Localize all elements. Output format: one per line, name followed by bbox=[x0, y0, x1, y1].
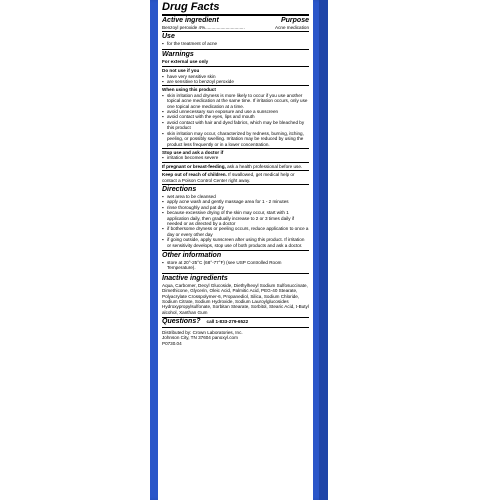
pregnancy-bold: If pregnant or breast-feeding, bbox=[162, 163, 226, 169]
drug-facts-title: Drug Facts bbox=[162, 0, 309, 15]
questions-section bbox=[162, 317, 309, 326]
when-using-item: ▪ avoid contact with the eyes, lips and mouth bbox=[162, 114, 309, 119]
distributor-address: Johnson City, TN 37604 panoxyl.com bbox=[162, 335, 238, 341]
warnings-heading: Warnings bbox=[162, 50, 194, 58]
active-ingredient-heading: Active ingredient bbox=[162, 17, 219, 24]
distributor-info bbox=[162, 327, 309, 349]
lot-code: P0730.04 bbox=[162, 340, 182, 346]
other-information-item: ▪ store at 20°-25°C (68°-77°F) (see USP Controlled Room Temperature). bbox=[162, 260, 309, 271]
do-not-use-heading: Do not use if you bbox=[162, 68, 200, 74]
keep-out-text: If swallowed, get medical help or contact a Poison Control Center right away. bbox=[162, 172, 295, 183]
active-ingredient-section bbox=[162, 15, 309, 31]
questions-phone: call 1-833-279-6522 bbox=[206, 319, 249, 325]
inactive-ingredients-heading: Inactive ingredients bbox=[162, 274, 228, 282]
stop-use-item: ▪ irritation becomes severe bbox=[162, 155, 309, 160]
do-not-use-section bbox=[162, 66, 309, 85]
directions-item: ▪ because excessive drying of the skin may occur, start with 1 application daily, then gradually increase to 2 or 3 times daily if needed or as directed by a doctor bbox=[162, 210, 309, 226]
leader-dots: ............................... bbox=[205, 25, 245, 30]
directions-item: ▪ rinse thoroughly and pat dry bbox=[162, 205, 309, 210]
pregnancy-warning bbox=[162, 162, 309, 170]
when-using-heading: When using this product bbox=[162, 87, 216, 93]
do-not-use-item: ▪ have very sensitive skin bbox=[162, 74, 309, 79]
questions-heading: Questions? bbox=[162, 318, 201, 326]
keep-out-warning bbox=[162, 170, 309, 184]
use-item: ▪ for the treatment of acne bbox=[162, 41, 309, 46]
stop-use-section bbox=[162, 148, 309, 162]
pregnancy-text: ask a health professional before use. bbox=[225, 163, 303, 169]
warnings-section bbox=[162, 49, 309, 66]
do-not-use-item: ▪ are sensitive to benzoyl peroxide bbox=[162, 79, 309, 84]
inactive-ingredients-section bbox=[162, 273, 309, 317]
inactive-ingredients-text: Aqua, Carbomer, Decyl Glucoside, Diethylhexyl Sodium Sulfosuccinate, Dimethicone, Glycerin, Oleic Acid, Palmitic Acid, PEG-40 Stearate, Polyacrylate Crosspolymer-6, Propanediol, Silica, Sodium Chloride, Sodium Citrate, Sodium Hydroxide, Sodium Lauroylglucosides Hydroxypropylsulfonate, Sorbitan Stearate, Sorbitol, Stearic Acid, t-Butyl alcohol, Xanthan Gum bbox=[162, 282, 309, 315]
directions-heading: Directions bbox=[162, 185, 197, 193]
directions-section bbox=[162, 184, 309, 250]
purpose-value: Acne medication bbox=[275, 25, 309, 30]
when-using-section bbox=[162, 85, 309, 147]
directions-item: ▪ if bothersome dryness or peeling occurs, reduce application to once a day or every other day bbox=[162, 226, 309, 237]
tube-edge bbox=[319, 0, 328, 500]
when-using-item: ▪ avoid unnecessary sun exposure and use a sunscreen bbox=[162, 109, 309, 114]
directions-item: ▪ apply acne wash and gently massage area for 1 - 2 minutes bbox=[162, 199, 309, 204]
keep-out-bold: Keep out of reach of children. bbox=[162, 172, 227, 178]
when-using-item: ▪ avoid contact with hair and dyed fabrics, which may be bleached by this product bbox=[162, 120, 309, 131]
other-information-heading: Other information bbox=[162, 252, 222, 259]
drug-facts-panel bbox=[158, 0, 313, 500]
when-using-item: ▪ skin irritation may occur, characterized by redness, burning, itching, peeling, or possibly swelling. Irritation may be reduced by using the product less frequently or in a lower concentration. bbox=[162, 131, 309, 147]
stop-use-heading: Stop use and ask a doctor if bbox=[162, 149, 224, 155]
use-section bbox=[162, 31, 309, 48]
directions-item: ▪ wet area to be cleansed bbox=[162, 194, 309, 199]
use-heading: Use bbox=[162, 33, 175, 41]
distributor-line: Distributed by: Crown Laboratories, Inc. bbox=[162, 329, 243, 335]
external-use-text: For external use only bbox=[162, 58, 209, 64]
when-using-item: ▪ skin irritation and dryness is more likely to occur if you use another topical acne medication at the same time. If irritation occurs, only use one topical acne medication at a time. bbox=[162, 93, 309, 109]
other-information-section bbox=[162, 250, 309, 273]
directions-item: ▪ if going outside, apply sunscreen after using this product. If irritation or sensitivity develops, stop use of both products and ask a doctor. bbox=[162, 237, 309, 248]
purpose-heading: Purpose bbox=[280, 17, 309, 24]
active-ingredient-name: Benzoyl peroxide 4% bbox=[162, 25, 206, 30]
